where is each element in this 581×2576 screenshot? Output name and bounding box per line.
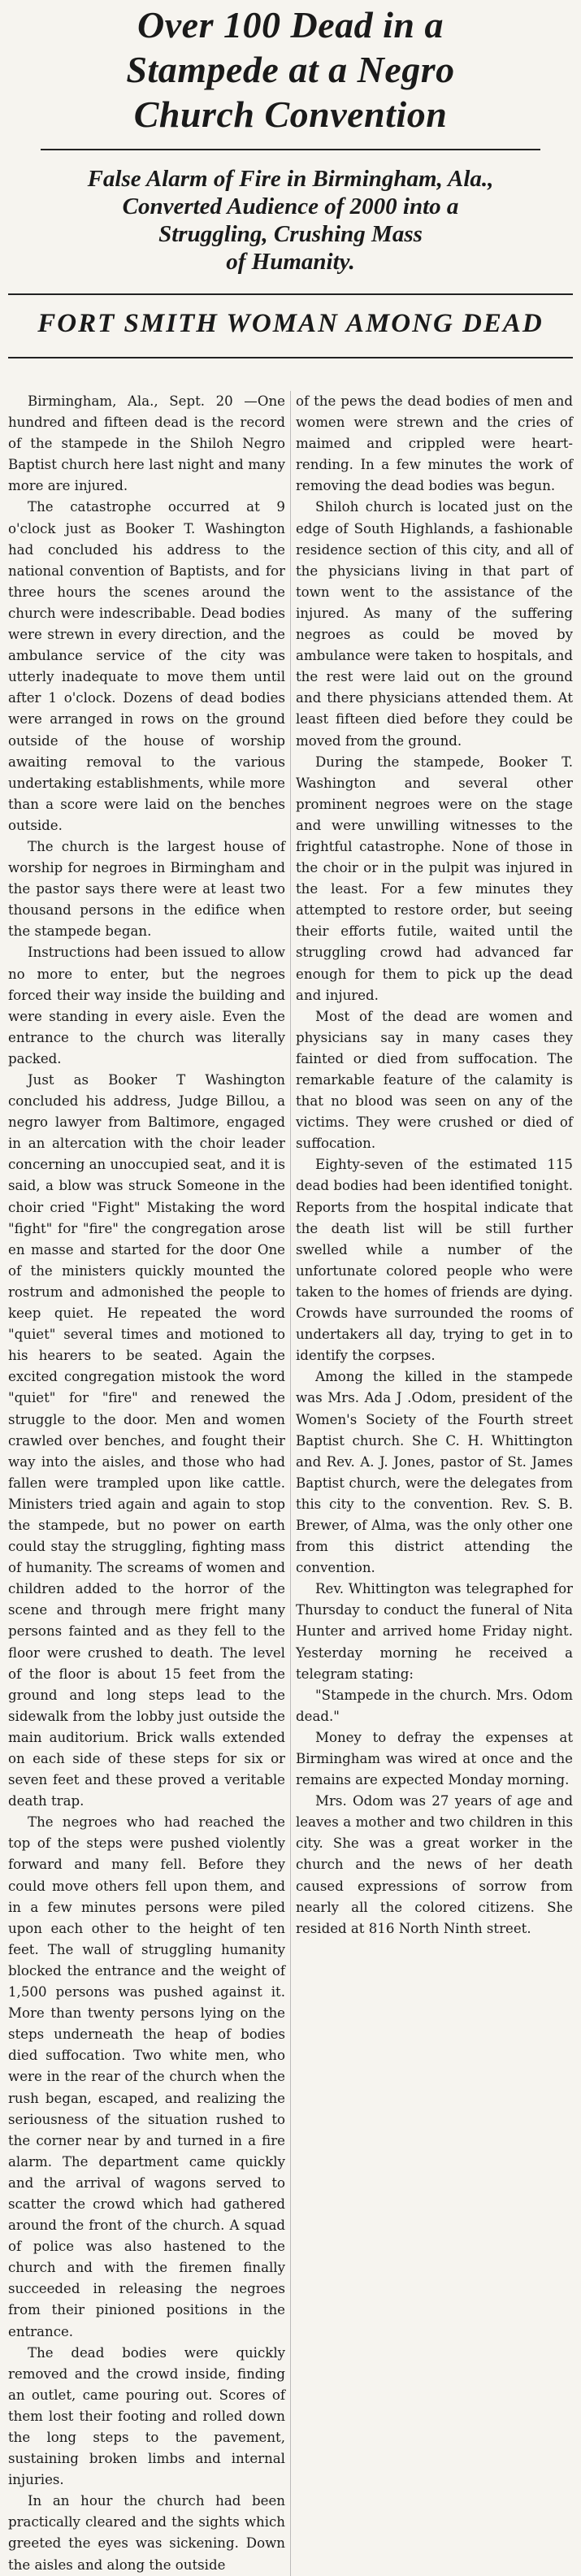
headline-line-3: Church Convention <box>133 93 448 135</box>
paragraph: Most of the dead are women and physicians say in many cases they fainted or died from suffocation. The remarkable feature of the calamity is that no blood was seen on any of the victims. They were crushed or died of suffocation. <box>296 1008 573 1152</box>
divider-rule <box>8 293 573 295</box>
paragraph: Instructions had been issued to allow no more to enter, but the negroes forced their way inside the building and were standing in every aisle. Even the entrance to the church was literally packed. <box>8 945 285 1066</box>
subheadline-line-1: False Alarm of Fire in Birmingham, Ala., <box>87 166 494 192</box>
divider-rule <box>8 357 573 358</box>
paragraph: Money to defray the expenses at Birmingham was wired at once and the remains are expected Monday morning. <box>296 1729 573 1788</box>
article-body <box>8 391 573 2576</box>
subheadline <box>8 165 573 276</box>
paragraph: The dead bodies were quickly removed and the crowd inside, finding an outlet, came pouring out. Scores of them lost their footing and rolled down the long steps to the pavement, sustaining broken limbs and internal injuries. <box>8 2344 285 2488</box>
paragraph: Among the killed in the stampede was Mrs. Ada J .Odom, president of the Women's Society of the Fourth street Baptist church. She C. H. Whittington and Rev. A. J. Jones, pastor of St. James Baptist church, were the delegates from this city to the convention. Rev. S. B. Brewer, of Alma, was the only other one from this district attending the convention. <box>296 1369 573 1576</box>
paragraph: The negroes who had reached the top of the steps were pushed violently forward and many fell. Before they could move others fell upon them, and in a few minutes persons were piled upon each other to the height of ten feet. The wall of struggling humanity blocked the entrance and the weight of 1,500 persons was pushed against it. More than twenty persons lying on the steps underneath the heap of bodies died suffocation. Two white men, who were in the rear of the church when the rush began, escaped, and realizing the seriousness of the situation rushed to the corner near by and turned in a fire alarm. The department came quickly and the arrival of wagons served to scatter the crowd which had gathered around the front of the church. A squad of police was also hastened to the church and with the firemen finally succeeded in releasing the negroes from their pinioned positions in the entrance. <box>8 1814 285 2339</box>
subheadline-line-3: Struggling, Crushing Mass <box>158 221 423 247</box>
paragraph: The catastrophe occurred at 9 o'clock just as Booker T. Washington had concluded his address to the national convention of Baptists, and for three hours the scenes around the church were indescribable. Dead bodies were strewn in every direction, and the ambulance service of the city was utterly inadequate to move them until after 1 o'clock. Dozens of dead bodies were arranged in rows on the ground outside of the house of worship awaiting removal to the various undertaking establishments, while more than a score were laid on the benches outside. <box>8 499 285 833</box>
headline <box>8 5 573 134</box>
newspaper-clipping <box>0 4 581 2573</box>
divider-rule <box>41 149 540 150</box>
paragraph: Just as Booker T Washington concluded his address, Judge Billou, a negro lawyer from Baltimore, engaged in an altercation with the choir leader concerning an unoccupied seat, and it is said, a blow was struck Someone in the choir cried "Fight" Mistaking the word "fight" for "fire" the congregation arose en masse and started for the door One of the ministers quickly mounted the rostrum and admonished the people to keep quiet. He repeated the word "quiet" several times and motioned to his hearers to be seated. Again the excited congregation mistook the word "quiet" for "fire" and renewed the struggle to the door. Men and women crawled over benches, and fought their way into the aisles, and those who had fallen were trampled upon like cattle. Ministers tried again and again to stop the stampede, but no power on earth could stay the struggling, fighting mass of humanity. The screams of women and children added to the horror of the scene and through mere fright many persons fainted and as they fell to the floor were crushed to death. The level of the floor is about 15 feet from the ground and long steps lead to the sidewalk from the lobby just outside the main auditorium. Brick walls extended on each side of these steps for six or seven feet and these proved a veritable death trap. <box>8 1072 285 1809</box>
paragraph: Mrs. Odom was 27 years of age and leaves a mother and two children in this city. She was a great worker in the church and the news of her death caused expressions of sorrow from nearly all the colored citizens. She resided at 816 North Ninth street. <box>296 1793 573 1936</box>
paragraph: Shiloh church is located just on the edge of South Highlands, a fashionable residence section of this city, and all of the physicians living in that part of town went to the assistance of the injured. As many of the suffering negroes as could be moved by ambulance were taken to hospitals, and the rest were laid out on the ground and there physicians attended them. At least fifteen died before they could be moved from the ground. <box>296 499 573 749</box>
paragraph: Eighty-seven of the estimated 115 dead bodies had been identified tonight. Reports from the hospital indicate that the death list will be still further swelled while a number of the unfortunate colored people who were taken to the homes of friends are dying. Crowds have surrounded the rooms of undertakers all day, trying to get in to identify the corpses. <box>296 1157 573 1364</box>
paragraph: During the stampede, Booker T. Washington and several other prominent negroes were on the stage and were unwilling witnesses to the frightful catastrophe. None of those in the choir or in the pulpit was injured in the least. For a few minutes they attempted to restore order, but seeing their efforts futile, waited until the struggling crowd had advanced far enough for them to pick up the dead and injured. <box>296 754 573 1003</box>
right-column <box>290 391 573 2576</box>
paragraph: The church is the largest house of worship for negroes in Birmingham and the pastor says there were at least two thousand persons in the edifice when the stampede began. <box>8 838 285 940</box>
headline-line-1: Over 100 Dead in a <box>137 4 444 46</box>
paragraph: of the pews the dead bodies of men and women were strewn and the cries of maimed and crippled were heart-rending. In a few minutes the work of removing the dead bodies was begun. <box>296 393 573 494</box>
paragraph: Rev. Whittington was telegraphed for Thursday to conduct the funeral of Nita Hunter and arrived home Friday night. Yesterday morning he received a telegram stating: <box>296 1581 573 1682</box>
paragraph: In an hour the church had been practically cleared and the sights which greeted the eyes was sickening. Down the aisles and along the outside <box>8 2493 285 2573</box>
left-column <box>8 391 290 2576</box>
subheadline-line-2: Converted Audience of 2000 into a <box>122 193 459 219</box>
headline-line-2: Stampede at a Negro <box>126 49 455 90</box>
section-head: FORT SMITH WOMAN AMONG DEAD <box>37 309 544 338</box>
paragraph: Birmingham, Ala., Sept. 20 —One hundred and fifteen dead is the record of the stampede in the Shiloh Negro Baptist church here last night and many more are injured. <box>8 393 285 494</box>
subheadline-line-4: of Humanity. <box>226 249 355 275</box>
telegram-quote: "Stampede in the church. Mrs. Odom dead." <box>296 1687 573 1724</box>
